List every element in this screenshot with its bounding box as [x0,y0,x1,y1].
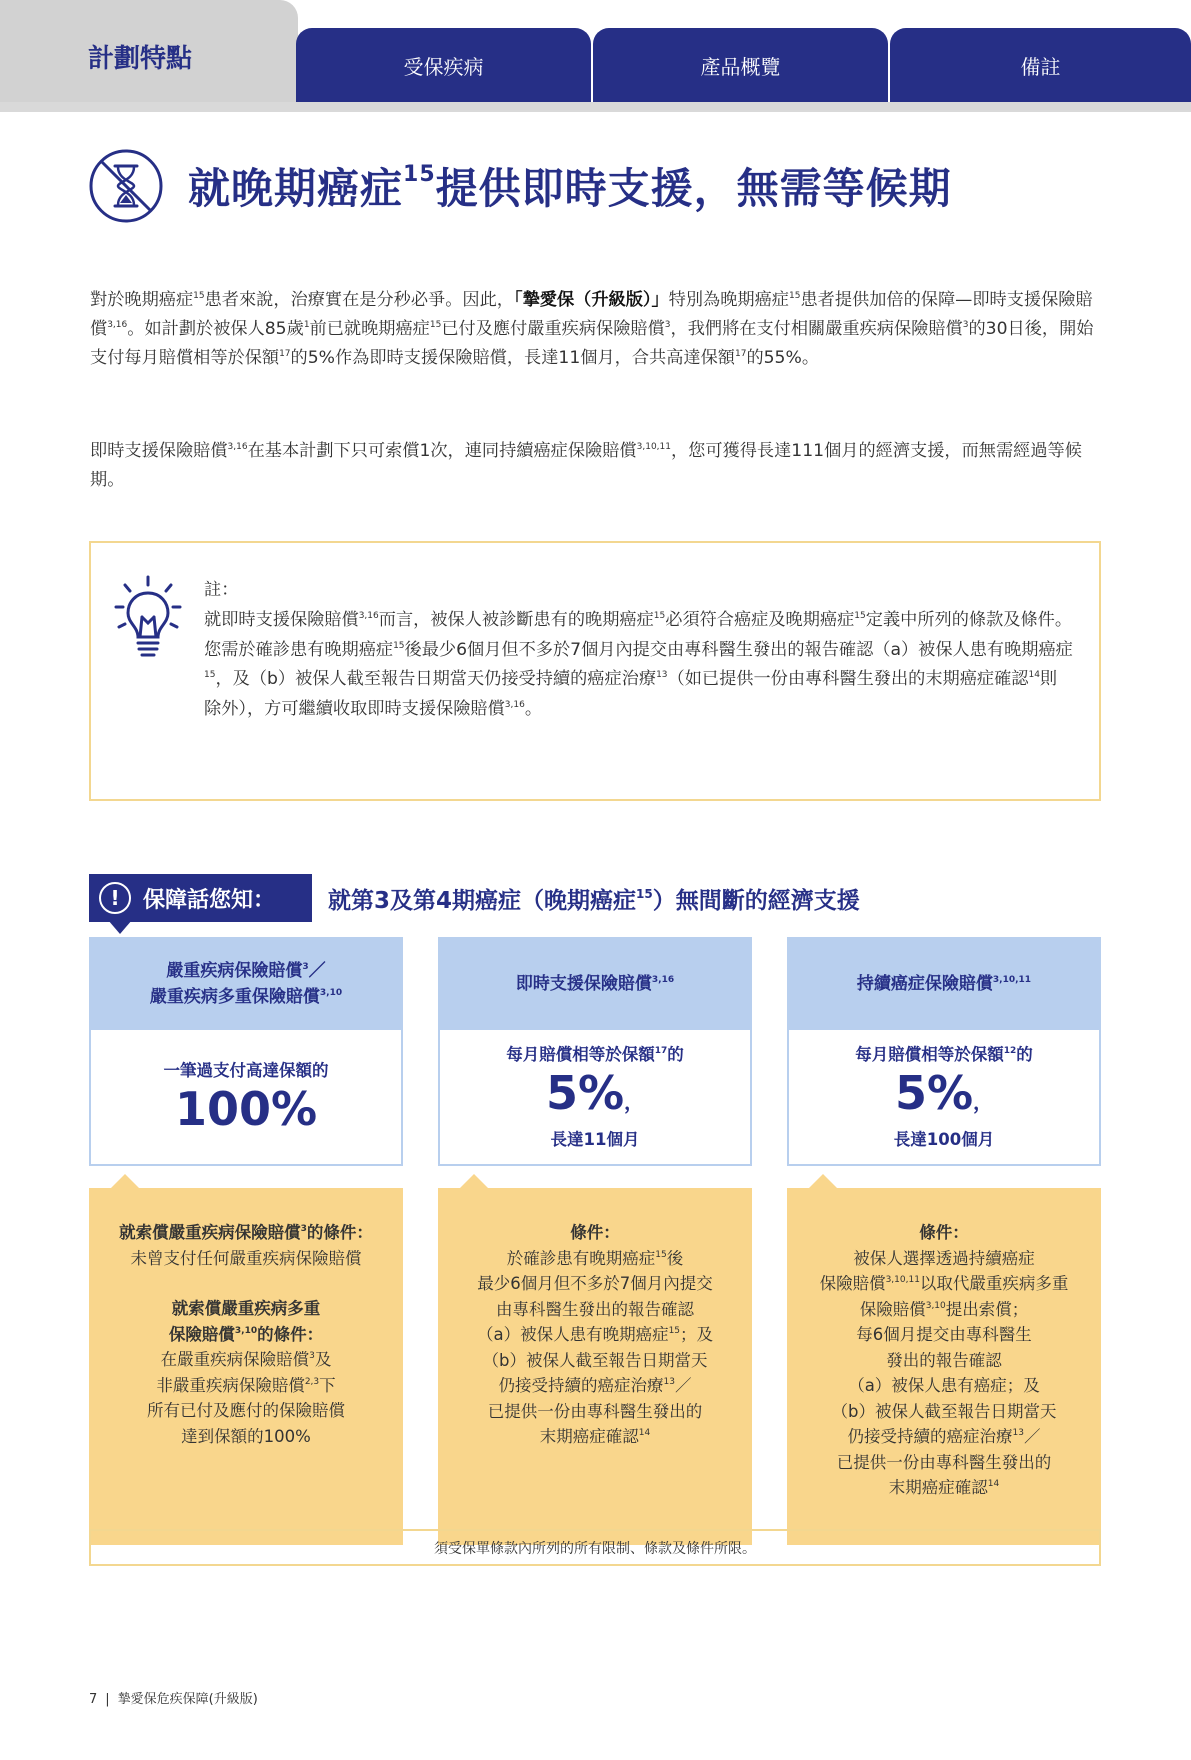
condition-line: 被保人選擇透過持續癌症 [853,1248,1035,1268]
condition-line: （a）被保人患有癌症；及 [848,1376,1040,1395]
highlight-title: 就第3及第4期癌症（晚期癌症$^{15}$）無間斷的經濟支援 [328,887,860,914]
tab-label: 受保疾病 [403,54,484,79]
note-label: 註： [204,580,239,600]
tab-covered-illnesses[interactable] [296,28,591,102]
tab-label: 產品概覽 [700,54,781,79]
no-hourglass-icon [88,148,164,224]
disclaimer-text: 須受保單條款內所列的所有限制、條款及條件所限。 [434,1540,756,1557]
condition-line: 每6個月提交由專科醫生 [856,1325,1032,1344]
tab-plan-features-label: 計劃特點 [88,44,193,74]
condition-title: 條件： [570,1223,620,1242]
claim-paragraph: 即時支援保險賠償$^{3,16}$在基本計劃下只可索償1次，連同持續癌症保險賠償$^{3,10,11}$，您可獲得長達111個月的經濟支援，而無需經過等候期。 [90,441,1082,490]
benefit-percentage: 5% [894,1065,974,1120]
page-number: 7 [89,1692,98,1707]
card-header: 嚴重疾病保險賠償$^3$／ 嚴重疾病多重保險賠償$^{3,10}$ [89,937,403,1030]
card-critical-illness [89,937,403,1545]
condition-line: 最少6個月但不多於7個月內提交 [477,1274,713,1293]
condition-line: （b）被保人截至報告日期當天 [831,1401,1057,1421]
card-conditions: 條件： 被保人選擇透過持續癌症 保險賠償$^{3,10,11}$以取代嚴重疾病多重 保險賠償$^{3,10}$提出索償； 每6個月提交由專科醫生 發出的報告確認 （a）被保人患有癌症；及 （b）被保人截至報告日期當天 仍接受持續的癌症治療$^{13}$／ 已提供一份由專科醫生發出的 末期癌症確認$^{14}$ [787,1188,1101,1545]
card-benefit: 每月賠償相等於保額$^{17}$的 5%， 長達11個月 [438,1030,752,1166]
disclaimer [89,1529,1101,1566]
benefit-duration: 長達11個月 [550,1129,640,1149]
footer-separator: | [105,1692,110,1707]
card-continuous-cancer [787,937,1101,1545]
card-conditions: 條件： 於確診患有晚期癌症$^{15}$後 最少6個月但不多於7個月內提交 由專科醫生發出的報告確認 （a）被保人患有晚期癌症$^{15}$；及 （b）被保人截至報告日期當天 仍接受持續的癌症治療$^{13}$／ 已提供一份由專科醫生發出的 末期癌症確認$^{14}$ [438,1188,752,1545]
note-box [89,541,1101,801]
footer-product-name: 摯愛保危疾保障(升級版) [117,1692,258,1707]
condition-line: （b）被保人截至報告日期當天 [482,1350,708,1370]
card-conditions: 就索償嚴重疾病保險賠償$^3$的條件： 未曾支付任何嚴重疾病保險賠償 就索償嚴重疾病多重 保險賠償$^{3,10}$的條件： 在嚴重疾病保險賠償$^3$及 非嚴重疾病保險賠償$^{2,3}$下 所有已付及應付的保險賠償 達到保額的100% [89,1188,403,1545]
highlight-badge-tail [108,920,132,934]
page-title: 就晚期癌症$^{15}$提供即時支援，無需等候期 [188,162,952,213]
tab-label: 備註 [1020,54,1061,79]
benefit-percentage: 100% [174,1082,318,1136]
tab-remarks[interactable] [890,28,1191,102]
condition-line: 已提供一份由專科醫生發出的 [487,1401,703,1421]
note-text: 就即時支援保險賠償$^{3,16}$而言，被保人被診斷患有的晚期癌症$^{15}$必須符合癌症及晚期癌症$^{15}$定義中所列的條款及條件。您需於確診患有晚期癌症$^{15}$後最少6個月但不多於7個月內提交由專科醫生發出的報告確認（a）被保人患有晚期癌症$^{15}$，及（b）被保人截至報告日期當天仍接受持續的癌症治療$^{13}$（如已提供一份由專科醫生發出的末期癌症確認$^{14}$則除外），方可繼續收取即時支援保險賠償$^{3,16}$。 [204,610,1073,719]
condition-line: 由專科醫生發出的報告確認 [496,1299,694,1319]
card-header: 即時支援保險賠償$^{3,16}$ [438,937,752,1030]
highlight-badge-label: 保障話您知： [143,887,276,913]
benefit-percentage: 5% [545,1065,625,1120]
exclamation-icon: ! [99,882,131,914]
condition-title: 條件： [919,1223,969,1242]
page-footer [89,1688,258,1707]
card-benefit [89,1030,403,1166]
card-benefit: 每月賠償相等於保額$^{12}$的 5%， 長達100個月 [787,1030,1101,1166]
tab-divider [0,102,1191,112]
highlight-badge [89,874,312,922]
condition-line: 已提供一份由專科醫生發出的 [836,1452,1052,1472]
condition-line: 發出的報告確認 [886,1350,1002,1370]
card-immediate-support [438,937,752,1545]
condition-line: 達到保額的100% [181,1426,311,1446]
condition-line: 未曾支付任何嚴重疾病保險賠償 [130,1248,362,1268]
intro-paragraph: 對於晚期癌症$^{15}$患者來說，治療實在是分秒必爭。因此，「摯愛保（升級版）」特別為晚期癌症$^{15}$患者提供加倍的保障—即時支援保險賠償$^{3,16}$。如計劃於被保人85歲$^1$前已就晚期癌症$^{15}$已付及應付嚴重疾病保險賠償$^3$，我們將在支付相關嚴重疾病保險賠償$^3$的30日後，開始支付每月賠償相等於保額$^{17}$的5%作為即時支援保險賠償，長達11個月，合共高達保額$^{17}$的55%。 [90,290,1094,368]
benefit-text: 一筆過支付高達保額的 [163,1061,329,1080]
card-header: 持續癌症保險賠償$^{3,10,11}$ [787,937,1101,1030]
condition-title: 就索償嚴重疾病多重 [171,1299,321,1318]
tab-bar [0,0,1191,112]
condition-line: 所有已付及應付的保險賠償 [147,1401,345,1420]
tab-product-overview[interactable] [593,28,888,102]
benefit-duration: 長達100個月 [893,1129,995,1149]
tab-plan-features[interactable] [0,0,298,112]
lightbulb-icon [113,573,183,665]
